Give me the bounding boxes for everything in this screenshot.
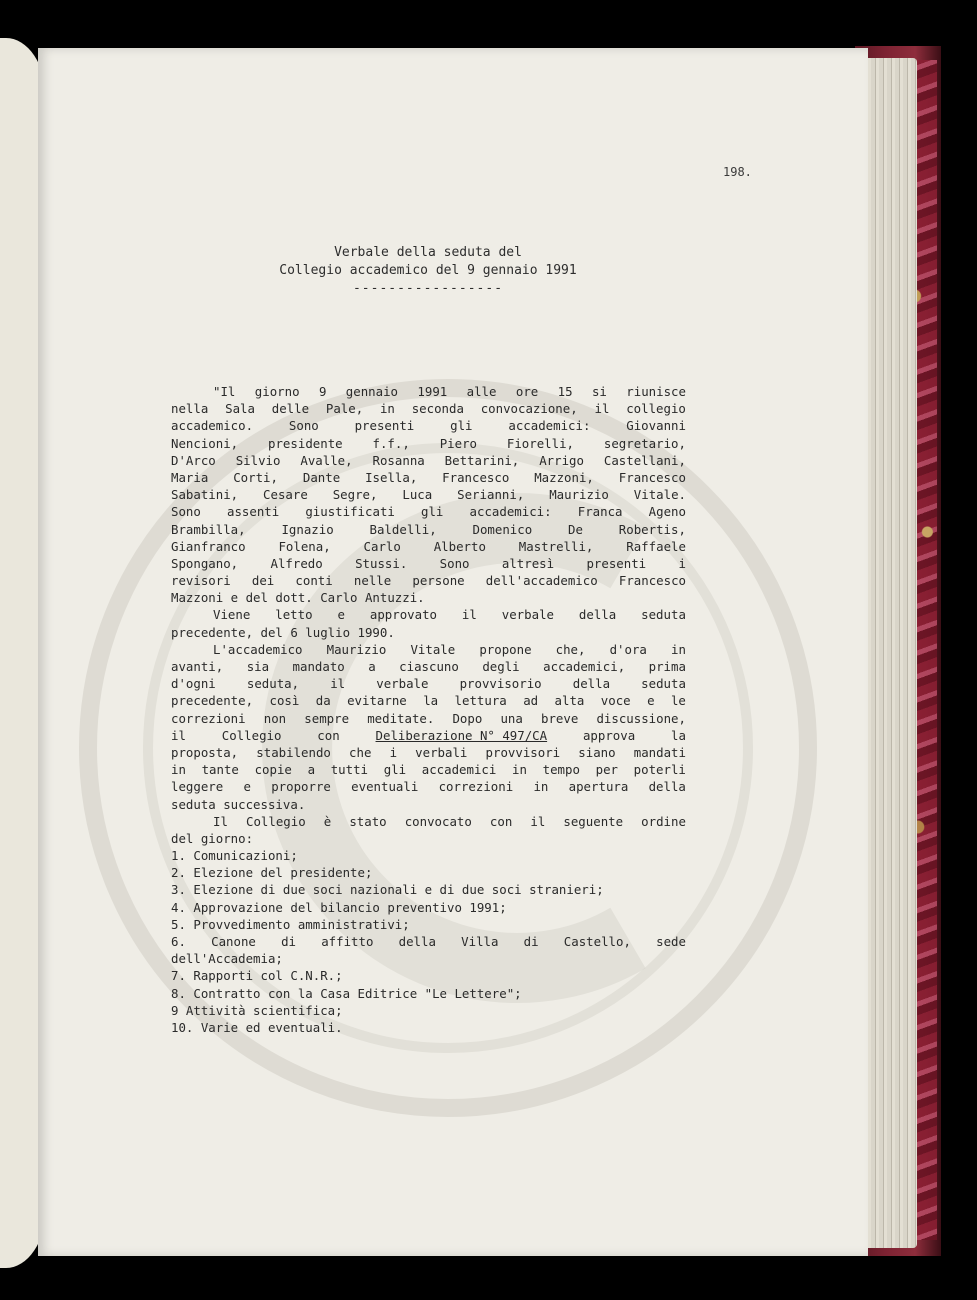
text-line: D'Arco Silvio Avalle, Rosanna Bettarini, Arrigo Castellani,	[171, 452, 686, 468]
text-line: correzioni non sempre meditate. Dopo una breve discussione,	[171, 710, 686, 726]
text-line: proposta, stabilendo che i verbali provvisori siano mandati	[171, 744, 686, 760]
text-line: revisori dei conti nelle persone dell'accademico Francesco	[171, 573, 686, 589]
text-line: 8. Contratto con la Casa Editrice "Le Lettere";	[171, 985, 522, 1001]
text-line: leggere e proporre eventuali correzioni in apertura della	[171, 779, 686, 795]
page-number: 198.	[723, 165, 752, 179]
text-line: 4. Approvazione del bilancio preventivo 1991;	[171, 899, 507, 915]
text-line: 9 Attività scientifica;	[171, 1002, 343, 1018]
text-line: Brambilla, Ignazio Baldelli, Domenico De Robertis,	[171, 521, 686, 537]
text-line: 7. Rapporti col C.N.R.;	[171, 968, 343, 984]
text-line: Viene letto e approvato il verbale della seduta	[213, 607, 686, 623]
text-line: del giorno:	[171, 830, 254, 846]
text-line: Mazzoni e del dott. Carlo Antuzzi.	[171, 590, 425, 606]
document-page	[38, 48, 868, 1256]
title-line-1: Verbale della seduta del	[334, 245, 522, 260]
text-line: Il Collegio è stato convocato con il seguente ordine	[213, 813, 686, 829]
text-line: 6. Canone di affitto della Villa di Castello, sede	[171, 934, 686, 949]
text-line: d'ogni seduta, il verbale provvisorio della seduta	[171, 676, 686, 692]
text-line: Maria Corti, Dante Isella, Francesco Mazzoni, Francesco	[171, 469, 686, 485]
text-line: nella Sala delle Pale, in seconda convocazione, il collegio	[171, 401, 686, 417]
document-title	[263, 244, 593, 298]
text-line: avanti, sia mandato a ciascuno degli accademici, prima	[171, 659, 686, 674]
text-line: 10. Varie ed eventuali.	[171, 1019, 343, 1035]
text-line: 5. Provvedimento amministrativi;	[171, 916, 410, 932]
text-line: "Il giorno 9 gennaio 1991 alle ore 15 si riunisce	[213, 384, 686, 399]
title-line-2: Collegio accademico del 9 gennaio 1991	[279, 263, 577, 278]
text-line: 3. Elezione di due soci nazionali e di due soci stranieri;	[171, 882, 604, 898]
text-line: Sabatini, Cesare Segre, Luca Serianni, Maurizio Vitale.	[171, 487, 686, 503]
text-line: dell'Accademia;	[171, 951, 283, 967]
text-line: accademico. Sono presenti gli accademici: Giovanni	[171, 418, 686, 434]
text-line: seduta successiva.	[171, 796, 306, 812]
text-line: Gianfranco Folena, Carlo Alberto Mastrelli, Raffaele	[171, 538, 686, 554]
deliberation-reference: Deliberazione N° 497/CA	[375, 727, 548, 743]
text-line: il Collegio con Deliberazione N° 497/CA approva la	[171, 727, 686, 743]
minutes-body	[171, 383, 686, 1036]
text-line: Nencioni, presidente f.f., Piero Fiorelli, segretario,	[171, 435, 686, 451]
text-line: Sono assenti giustificati gli accademici: Franca Ageno	[171, 504, 686, 520]
text-line: 1. Comunicazioni;	[171, 848, 298, 864]
text-line: Spongano, Alfredo Stussi. Sono altresì presenti i	[171, 555, 686, 571]
text-line: precedente, così da evitarne la lettura ad alta voce e le	[171, 693, 686, 709]
text-line: L'accademico Maurizio Vitale propone che, d'ora in	[213, 641, 686, 657]
text-line: 2. Elezione del presidente;	[171, 865, 373, 881]
title-rule: -----------------	[352, 281, 504, 296]
text-line: in tante copie a tutti gli accademici in tempo per poterli	[171, 762, 686, 778]
text-line: precedente, del 6 luglio 1990.	[171, 624, 395, 640]
